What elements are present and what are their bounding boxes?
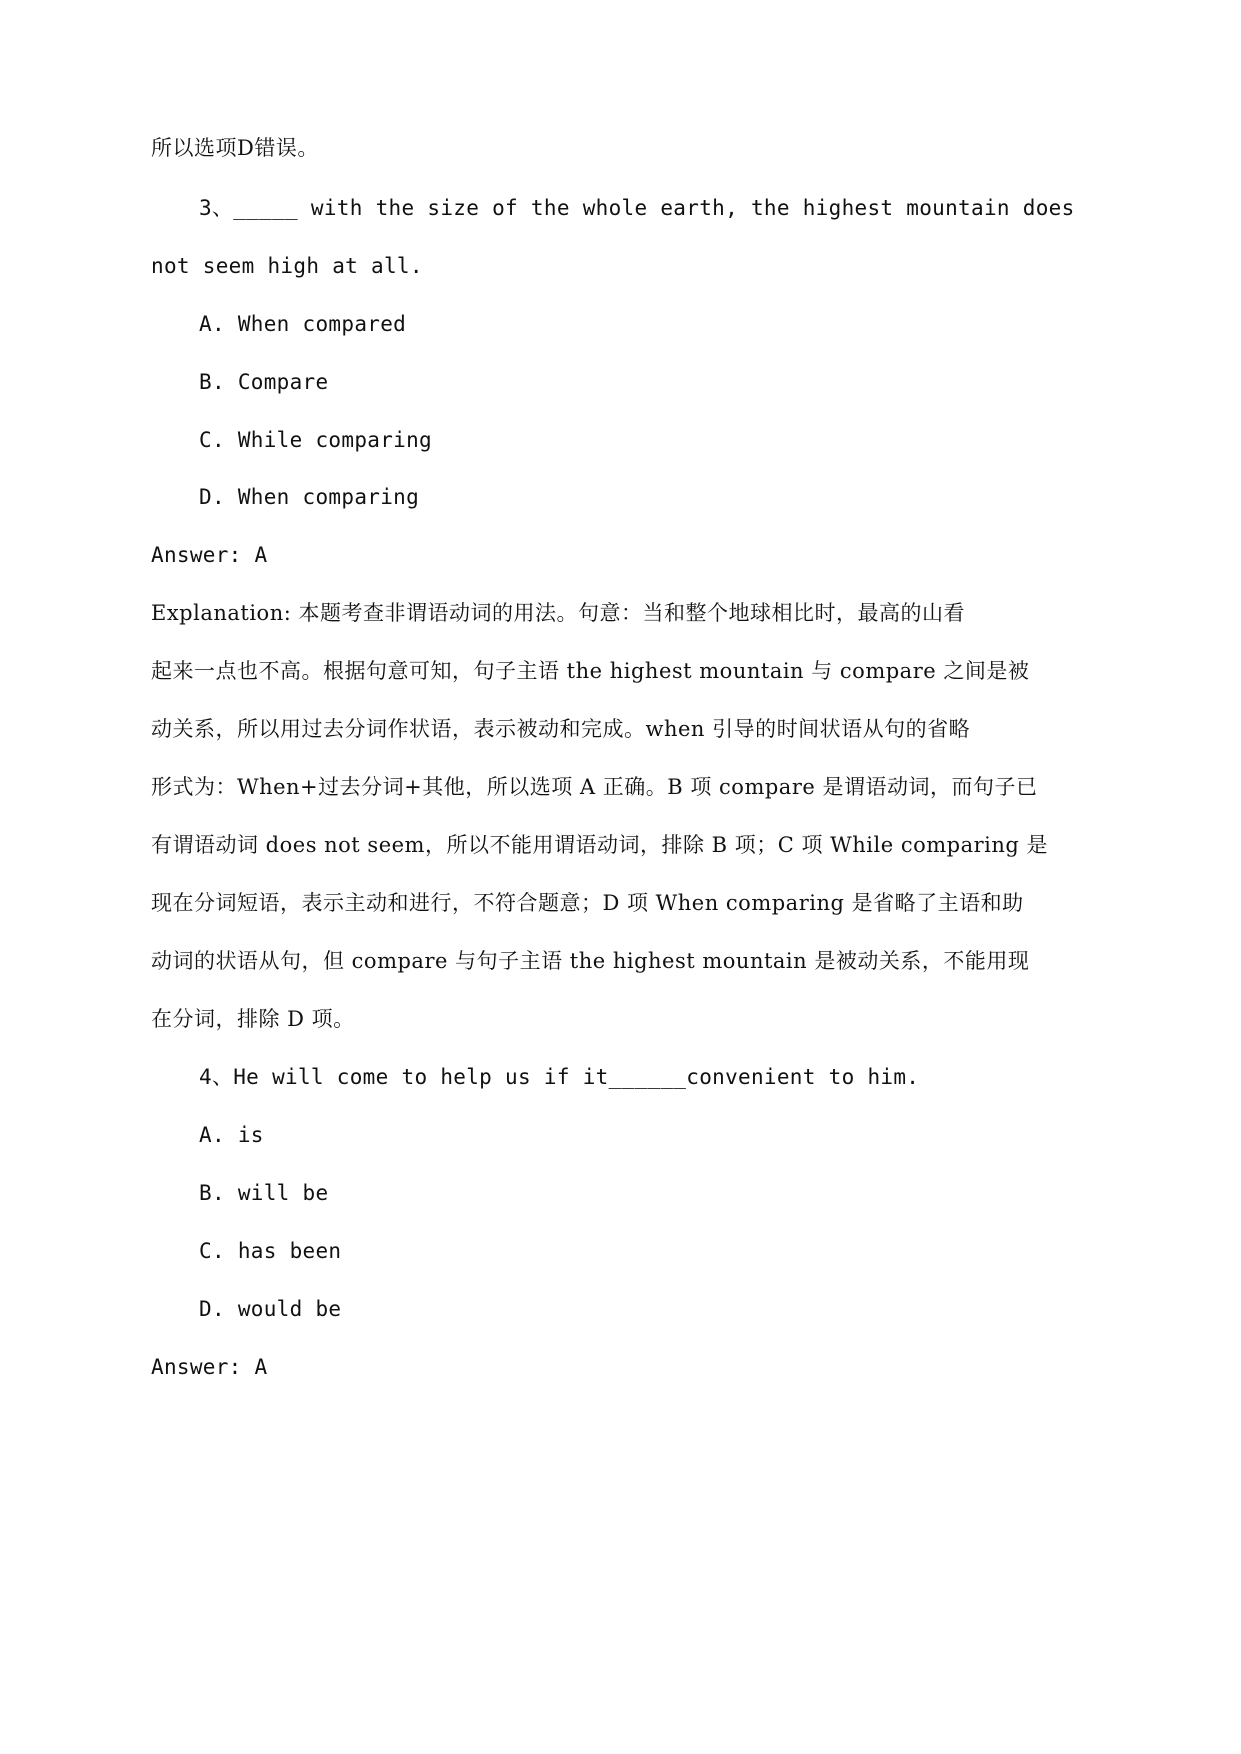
question-3-answer: Answer: A (151, 543, 268, 567)
question-4-stem: 4、He will come to help us if it______convenient to him. (199, 1065, 920, 1089)
question-3-stem-line-2: not seem high at all. (151, 254, 423, 278)
question-4-option-a: A. is (199, 1123, 264, 1147)
question-4-option-d: D. would be (199, 1297, 342, 1321)
previous-explanation-tail: 所以选项D错误。 (151, 136, 319, 160)
question-3-stem-line-1: 3、_____ with the size of the whole earth, the highest mountain does (199, 196, 1075, 220)
question-3-option-a: A. When compared (199, 312, 407, 336)
question-3-option-c: C. While comparing (199, 428, 432, 452)
question-3-explanation-line-4: 形式为：When+过去分词+其他，所以选项 A 正确。B 项 compare 是谓语动词，而句子已 (151, 775, 1038, 799)
question-3-explanation-line-6: 现在分词短语，表示主动和进行，不符合题意；D 项 When comparing 是省略了主语和助 (151, 891, 1024, 915)
question-4-option-b: B. will be (199, 1181, 329, 1205)
question-3-explanation-line-7: 动词的状语从句，但 compare 与句子主语 the highest mountain 是被动关系，不能用现 (151, 949, 1030, 973)
question-3-option-d: D. When comparing (199, 485, 420, 509)
question-3-explanation-line-3: 动关系，所以用过去分词作状语，表示被动和完成。when 引导的时间状语从句的省略 (151, 717, 971, 741)
question-3-explanation-line-8: 在分词，排除 D 项。 (151, 1007, 355, 1031)
question-4-option-c: C. has been (199, 1239, 342, 1263)
question-4-answer: Answer: A (151, 1355, 268, 1379)
question-3-explanation-line-1: Explanation: 本题考查非谓语动词的用法。句意：当和整个地球相比时，最高的山看 (151, 601, 965, 625)
question-3-explanation-line-5: 有谓语动词 does not seem，所以不能用谓语动词，排除 B 项；C 项 While comparing 是 (151, 833, 1048, 857)
question-3-option-b: B. Compare (199, 370, 329, 394)
question-3-explanation-line-2: 起来一点也不高。根据句意可知，句子主语 the highest mountain 与 compare 之间是被 (151, 659, 1030, 683)
